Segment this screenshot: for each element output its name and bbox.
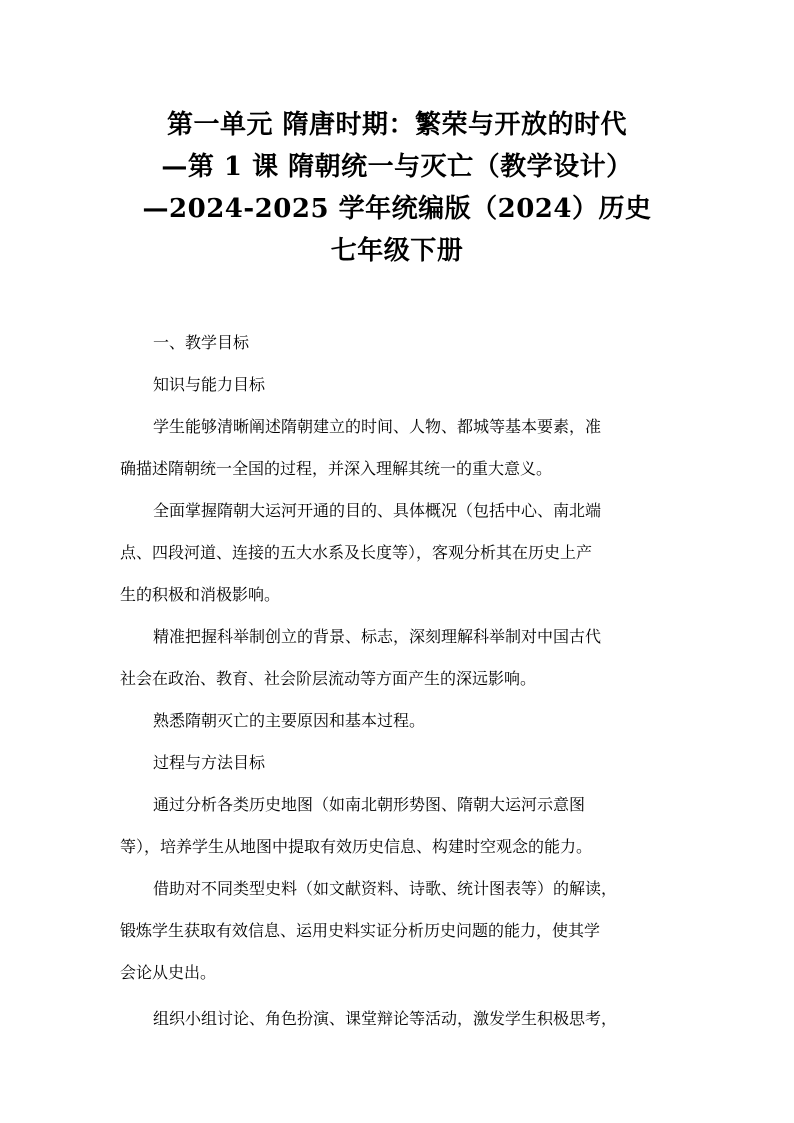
title-line: —2024-2025 学年统编版（2024）历史 [142,194,652,224]
document-body [120,322,676,1040]
paragraph: 精准把握科举制创立的背景、标志，深刻理解科举制对中国古代 社会在政治、教育、社会阶层流动等方面产生的深远影响。 [120,627,602,688]
paragraph: 组织小组讨论、角色扮演、课堂辩论等活动，激发学生积极思考， [153,1009,618,1028]
title-line: —第 1 课 隋朝统一与灭亡（教学设计） [161,152,633,182]
title-line: 七年级下册 [330,236,464,266]
subheading-process-method: 过程与方法目标 [153,753,266,772]
paragraph: 全面掌握隋朝大运河开通的目的、具体概况（包括中心、南北端 点、四段河道、连接的五大水系及长度等），客观分析其在历史上产 生的积极和消极影响。 [120,501,602,604]
paragraph: 通过分析各类历史地图（如南北朝形势图、隋朝大运河示意图 等），培养学生从地图中提取有效历史信息、构建时空观念的能力。 [120,795,593,856]
paragraph: 熟悉隋朝灭亡的主要原因和基本过程。 [153,711,426,730]
subheading-knowledge-ability: 知识与能力目标 [153,375,266,394]
paragraph: 借助对不同类型史料（如文献资料、诗歌、统计图表等）的解读， 锻炼学生获取有效信息、运用史料实证分析历史问题的能力，使其学 会论从史出。 [120,879,618,982]
paragraph: 学生能够清晰阐述隋朝建立的时间、人物、都城等基本要素，准 确描述隋朝统一全国的过程，并深入理解其统一的重大意义。 [120,417,602,478]
document-title [96,104,698,272]
section-heading-teaching-goals: 一、教学目标 [153,333,250,352]
title-line: 第一单元 隋唐时期：繁荣与开放的时代 [166,110,628,140]
